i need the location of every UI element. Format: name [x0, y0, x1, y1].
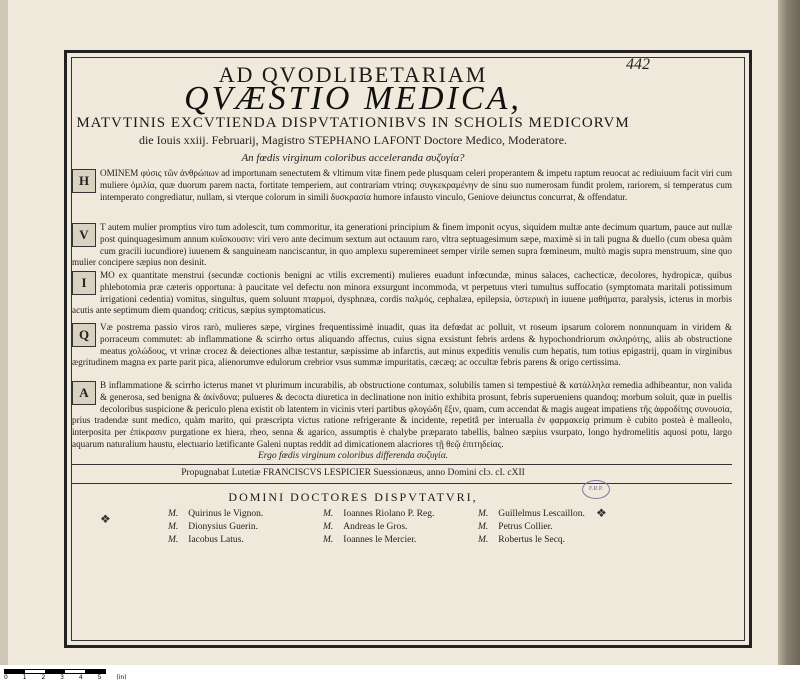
- library-stamp: F.R.P.: [582, 480, 610, 499]
- paragraph-1: [72, 168, 732, 203]
- doctor-column: [478, 508, 628, 547]
- divider: [72, 483, 732, 484]
- paragraph-5: [72, 380, 732, 451]
- title-line-3: MATVTINIS EXCVTIENDA DISPVTATIONIBVS IN SCHOLIS MEDICORVM: [76, 115, 630, 131]
- title-line-4: die Iouis xxiij. Februarij, Magistro STEPHANO LAFONT Doctore Medico, Moderatore.: [138, 133, 568, 147]
- drop-cap: A: [72, 381, 96, 405]
- doctor-column: [323, 508, 473, 547]
- propugnabat-line: Propugnabat Lutetiæ FRANCISCVS LESPICIER Suessionæus, anno Domini cIɔ. cI. cXII: [181, 468, 525, 478]
- title-line-1: AD QVODLIBETARIAM: [218, 62, 488, 87]
- ornament-icon: ❖: [596, 506, 607, 520]
- doctor-entry: M. Ioannes le Mercier.: [323, 535, 417, 545]
- conclusion-line: Ergo fœdis virginum coloribus differenda συζυγία.: [257, 451, 449, 461]
- divider: [72, 464, 732, 465]
- drop-cap: H: [72, 169, 96, 193]
- scale-labels: 0 1 2 3 4 5 (in): [4, 674, 127, 681]
- paragraph-text: MO ex quantitate menstrui (secundæ coctionis benigni ac vtilis excrementi) mulieres euadunt infœcundæ, minus salaces, cachecticæ, decolores, hydropicæ, quibus phlebotomia præ cæteris opportuna: à paucitate vel defectu non minora exsurgunt incommoda, vt perpetuus vteri tumultus suffocatio (symptomata maritali potissimum irrigationi cedentia) vomitus, singultus, quem soluunt πταρμοί, dysphnæa, cordis παλμός, cephalæa, epilepsia, ὑστερικὴ in iuuene μαθήματα, paralysis, icterus in morbis acutis ante septimum diem quandoq; criticus, sæpius symptomaticus.: [72, 270, 732, 316]
- doctor-entry: M. Robertus le Secq.: [478, 535, 566, 545]
- title-line-2: QVÆSTIO MEDICA,: [184, 80, 522, 117]
- paragraph-text: Væ postrema passio viros rarò, mulieres sæpe, virgines frequentissimè inuadit, quas ita defœdat ac polluit, vt roseum ipsarum colorem nonnunquam in viridem & porraceum commutet: ab inflammatione & scirrho ortus aliquando affectus, cuius signa exsistunt febris ardens & hypochondriorum σκληρότης, aliis ab obstructione meatus χολώδους, vt vrinæ crocez & deiectiones albæ testantur, sæpissime ab infarctis, aut minus expeditis venulis cum hepatis, tum totius epigastrij, quam in virginibus ægritudinem magna ex parte parit pica, alienorumve edulorum crebrior vsus summæ impuritatis, cæcæq; ac occultæ febris parens & origo certissima.: [72, 322, 732, 368]
- doctor-entry: M. Quirinus le Vignon.: [168, 509, 264, 519]
- question-line: An fœdis virginum coloribus acceleranda συζυγία?: [241, 152, 465, 164]
- measurement-scale: [0, 665, 800, 685]
- doctor-entry: M. Ioannes Riolano P. Reg.: [323, 509, 435, 519]
- paragraph-text: T autem mulier promptius viro tum adolescit, tum commoritur, ita generationi principium & finem imponit ocyus, siquidem multæ ante decimum quartum, pauce aut nullæ post quinquagesimum annum κυΐσκουσιν: viri vero ante decimum sextum aut octauum raro, vltra septuagesimum sæpe, maximè si in tali pugna & duello (cum obesa quàm cum gracili iucundiore) iuuenem & sanguineam nanciscantur, in quo amplexu superemineet semper virile semen supra fœmineum, multò magis supra menstruum, sine quo mulier concipere sæpius non desinit.: [72, 222, 732, 268]
- ornament-icon: ❖: [100, 512, 111, 526]
- page-number: 442: [626, 56, 650, 73]
- doctor-entry: M. Andreas le Gros.: [323, 522, 408, 532]
- doctor-column: [168, 508, 318, 547]
- doctor-entry: M. Guillelmus Lescaillon.: [478, 509, 585, 519]
- book-binding: [778, 0, 800, 685]
- paragraph-3: [72, 270, 732, 317]
- doctor-entry: M. Iacobus Latus.: [168, 535, 244, 545]
- paragraph-text: B inflammatione & scirrho icterus manet vt plurimum incurabilis, ab obstructione contumax, solubilis tamen si tempestiuè & κατάλληλα remedia adhibeantur, non valida & generosa, sed benigna & ἀκίνδυνα; pulueres & decocta diuretica in declinatione non initio exhibita prosunt, febris superueniens quandoq; morbum soluit, quæ in puellis decoloribus suspicione & periculo plena existit ob latentem in vicinis vteri partibus φλογώδη ἕξιν, quam, cum accendat & magis augeat impatiens τῆς ἀφροδίτης συνουσία, prius tradendæ sunt medico, quàm marito, qui præscripta victus ratione refrigerante & incidente, repetitâ per interualla ἐν φαρμακείᾳ primum è cubito posteà è malleolo, interposita per ἐπίκρασιν purgatione ex hiera, rheo, senna & agarico, assumptis è chalybe præparato tabellis, balneo sæpius vsurpato, longo hydromelitis aquosi potu, largo aquarum naturalium haustu, electuario lætificante Galeni nuptas reddit ad dimicationem alacriores τῇ θεῷ ἐπιτηδείας.: [72, 380, 732, 449]
- paragraph-text: OMINEM φύσις τῶν ἀνθρώπων ad importunam senectutem & vltimum vitæ finem pede plusquam celeri properantem & impetu raptum reuocat ac rediuiuum facit viri cum muliere ὁμιλία, quæ duorum parem nacta, fortitate temperiem, aut contrariam vtrinq; συγκεκραμένην de sinu suo numerosam fundit prolem, rariorem, si temperatus cum intemperato congrediatur, nullam, si vterque colorum in simili δυσκρασία humore infausto vinculo, Geniove deiunctus concurrat, & offendatur.: [100, 168, 732, 202]
- doctors-heading: DOMINI DOCTORES DISPVTATVRI,: [228, 490, 478, 504]
- doctor-entry: M. Dionysius Guerin.: [168, 522, 258, 532]
- drop-cap: Q: [72, 323, 96, 347]
- paragraph-4: [72, 322, 732, 369]
- document-page: [8, 0, 778, 665]
- doctor-entry: M. Petrus Collier.: [478, 522, 553, 532]
- drop-cap: I: [72, 271, 96, 295]
- drop-cap: V: [72, 223, 96, 247]
- paragraph-2: [72, 222, 732, 269]
